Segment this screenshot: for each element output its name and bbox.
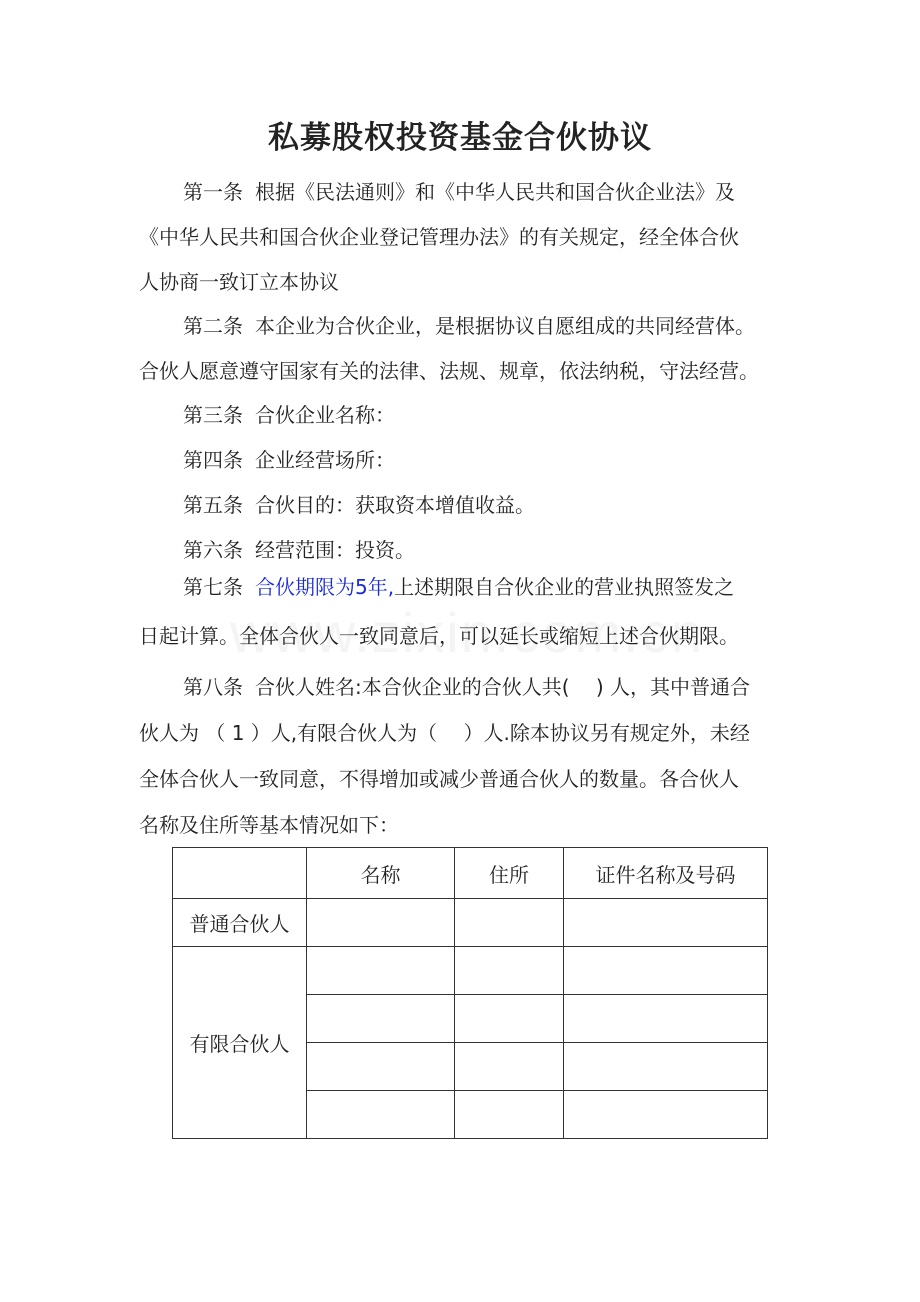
table-cell [307, 899, 455, 947]
table-cell [307, 1091, 455, 1139]
partners-table [172, 847, 768, 1139]
article-1 [139, 170, 794, 305]
table-cell [564, 1091, 768, 1139]
article-8-line-1: 第八条 合伙人姓名:本合伙企业的合伙人共( ) 人，其中普通合 [183, 675, 751, 699]
article-number: 第二条 [183, 314, 243, 338]
general-partner-label: 普通合伙人 [173, 899, 307, 947]
article-8-line-4: 名称及住所等基本情况如下： [139, 813, 399, 837]
article-1-line-3: 人协商一致订立本协议 [139, 270, 339, 294]
article-2-line-1: 第二条 本企业为合伙企业，是根据协议自愿组成的共同经营体。 [183, 314, 755, 338]
article-7 [139, 563, 794, 661]
article-7-line-2: 日起计算。全体合伙人一致同意后，可以延长或缩短上述合伙期限。 [139, 624, 739, 648]
table-cell [455, 947, 564, 995]
article-8-line-2: 伙人为 （ 1 ）人,有限合伙人为（ ）人.除本协议另有规定外，未经 [139, 721, 750, 745]
article-8-line-3: 全体合伙人一致同意，不得增加或减少普通合伙人的数量。各合伙人 [139, 767, 739, 791]
article-number: 第七条 [183, 575, 243, 599]
table-cell [307, 995, 455, 1043]
table-cell [564, 899, 768, 947]
article-5-text: 合伙目的：获取资本增值收益。 [255, 493, 535, 517]
article-number: 第六条 [183, 538, 243, 562]
table-cell [455, 1043, 564, 1091]
article-4 [139, 438, 794, 483]
table-header-cell: 证件名称及号码 [564, 848, 768, 899]
article-7-line-1: 第七条 合伙期限为5年,上述期限自合伙企业的营业执照签发之 [183, 575, 735, 599]
table-cell [455, 995, 564, 1043]
table-header-cell: 住所 [455, 848, 564, 899]
table-cell [455, 899, 564, 947]
article-number: 第四条 [183, 448, 243, 472]
article-8 [139, 664, 794, 848]
article-1-line-1: 第一条 根据《民法通则》和《中华人民共和国合伙企业法》及 [183, 180, 735, 204]
article-number: 第五条 [183, 493, 243, 517]
table-cell [564, 995, 768, 1043]
article-number: 第三条 [183, 403, 243, 427]
table-cell [307, 947, 455, 995]
article-3 [139, 393, 794, 438]
table-cell [564, 1043, 768, 1091]
table-row [173, 947, 768, 995]
table-header-row [173, 848, 768, 899]
article-6-text: 经营范围：投资。 [255, 538, 415, 562]
article-4-text: 企业经营场所： [255, 448, 395, 472]
article-3-text: 合伙企业名称： [255, 403, 395, 427]
limited-partner-label: 有限合伙人 [173, 947, 307, 1139]
table-cell [307, 1043, 455, 1091]
table-cell [455, 1091, 564, 1139]
article-1-line-2: 《中华人民共和国合伙企业登记管理办法》的有关规定，经全体合伙 [139, 225, 739, 249]
article-2-line-2: 合伙人愿意遵守国家有关的法律、法规、规章，依法纳税，守法经营。 [139, 359, 759, 383]
table-cell [564, 947, 768, 995]
article-number: 第一条 [183, 180, 243, 204]
table-header-cell: 名称 [307, 848, 455, 899]
document-title: 私募股权投资基金合伙协议 [268, 120, 652, 156]
article-2 [139, 304, 794, 394]
table-row [173, 899, 768, 947]
table-header-cell [173, 848, 307, 899]
term-highlight: 合伙期限为5年, [255, 575, 395, 599]
article-number: 第八条 [183, 675, 243, 699]
article-5 [139, 483, 794, 528]
